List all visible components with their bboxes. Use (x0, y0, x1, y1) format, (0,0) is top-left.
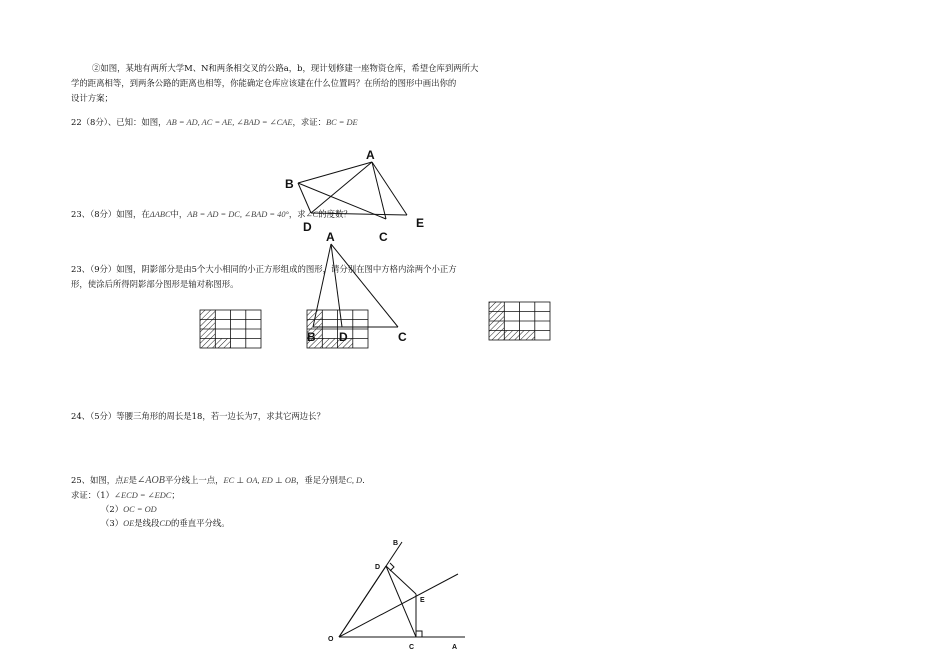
q25-claim-1: ∠ECD = ∠EDC (114, 491, 172, 500)
q25-feet: C, D (346, 476, 363, 485)
q23a-prefix: 23、（8分）如图，在 (71, 209, 150, 219)
q25-end: . (362, 475, 365, 485)
fig25-label-b: B (393, 540, 399, 547)
fig22-label-d: D (303, 220, 312, 234)
q25-angle-aob: ∠AOB (137, 475, 165, 486)
fig25-label-d: D (375, 564, 381, 571)
question-24: 24、（5分）等腰三角形的周长是18，若一边长为7，求其它两边长？ (71, 411, 325, 421)
q25-proof-label: 求证：（1） (71, 490, 115, 500)
fig25-label-e: E (420, 597, 425, 604)
q22-mid: ，求证： (292, 117, 326, 127)
q25-mid: 是 (128, 475, 138, 485)
q25-perp: EC ⊥ OA, ED ⊥ OB (223, 476, 297, 485)
fig23-label-c: C (398, 330, 407, 344)
grid-figure-2 (307, 310, 368, 348)
q25-claim-3-end: 的垂直平分线。 (171, 518, 230, 528)
q25-claim-3-mid: 是线段 (134, 518, 160, 528)
fig22-label-c: C (379, 230, 388, 244)
q22-goal: BC = DE (325, 118, 358, 127)
fig23-label-d: D (339, 330, 348, 344)
q25-prefix: 25、如图，点 (71, 475, 124, 485)
q23a-mid2: ，求 (288, 209, 306, 219)
warehouse-question-line-1: ②如图，某地有两所大学M、N和两条相交叉的公路a，b，现计划修建一座物资仓库，希望仓库到两所大 (92, 63, 479, 73)
q22-condition: AB = AD, AC = AE, ∠BAD = ∠CAE (166, 118, 293, 127)
warehouse-question-line-3: 设计方案； (71, 93, 113, 103)
q23a-angle: ∠C (305, 210, 319, 219)
figure-25 (328, 540, 465, 651)
grid-figure-1 (200, 310, 261, 348)
fig25-label-o: O (328, 636, 334, 643)
q23a-mid1: 中， (170, 209, 188, 219)
figure-22 (285, 148, 424, 244)
q25-mid2: 平分线上一点， (164, 475, 224, 485)
fig22-label-a: A (366, 148, 375, 162)
q25-claim-3-cd: CD (159, 519, 172, 528)
fig25-label-c: C (409, 644, 415, 651)
q25-claim-1-end: ； (171, 490, 180, 500)
q25-claim-3-oe: OE (123, 519, 135, 528)
warehouse-question-line-2: 学的距离相等，到两条公路的距离也相等，你能确定仓库应该建在什么位置吗？在所给的图形中画出你的 (71, 78, 457, 88)
grid-figure-3 (489, 302, 550, 340)
q23a-suffix: 的度数？ (318, 209, 352, 219)
question-23b-line-1: 23、（9分）如图，阴影部分是由5个大小相同的小正方形组成的图形，请分别在图中方格内涂两个小正方 (71, 264, 457, 274)
q23a-triangle: ΔABC (149, 210, 171, 219)
q25-claim-2: OC = OD (123, 505, 157, 514)
fig23-label-b: B (307, 330, 316, 344)
fig23-label-a: A (326, 230, 335, 244)
q25-mid3: ，垂足分别是 (296, 475, 347, 485)
q25-point-e: E (123, 476, 129, 485)
q25-claim-3-label: （3） (101, 518, 124, 528)
fig22-label-b: B (285, 177, 294, 191)
fig25-label-a: A (452, 644, 458, 651)
q23a-condition: AB = AD = DC, ∠BAD = 40° (187, 210, 289, 219)
fig22-label-e: E (416, 216, 425, 230)
question-23b-line-2: 形，使涂后所得阴影部分图形是轴对称图形。 (71, 279, 239, 289)
q22-prefix: 22（8分）、已知：如图， (71, 117, 167, 127)
q25-claim-2-label: （2） (101, 504, 124, 514)
figure-23 (307, 230, 407, 344)
